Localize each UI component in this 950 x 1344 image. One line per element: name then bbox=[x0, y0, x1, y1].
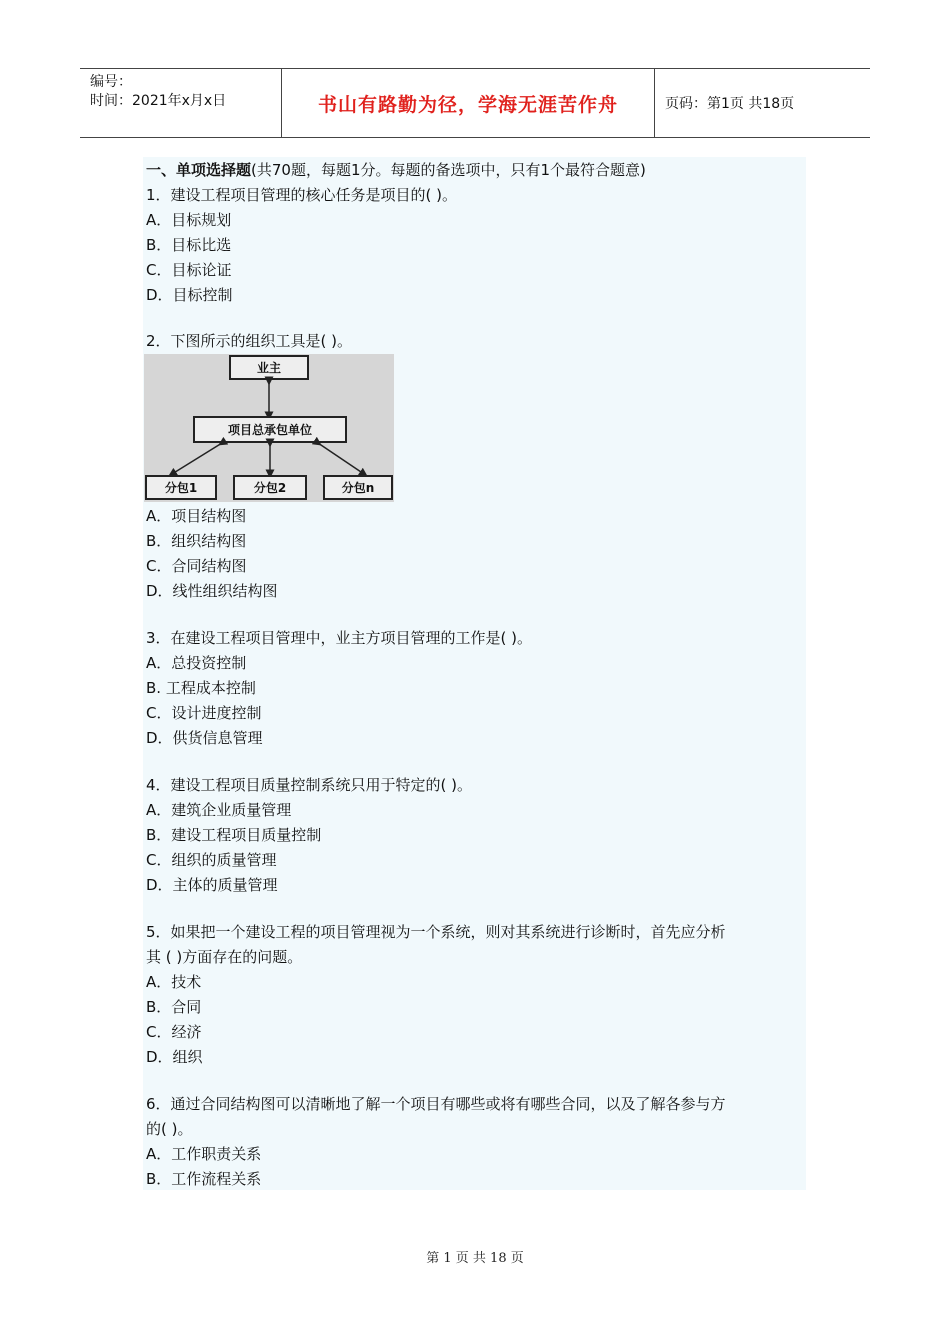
question-5-option-c: C．经济 bbox=[146, 1023, 202, 1041]
diagram-svg bbox=[144, 354, 394, 502]
header-meta bbox=[80, 69, 282, 137]
subn-link bbox=[318, 443, 364, 474]
question-4-option-a: A．建筑企业质量管理 bbox=[146, 801, 292, 819]
question-5-stem: 5．如果把一个建设工程的项目管理视为一个系统，则对其系统进行诊断时，首先应分析 bbox=[146, 923, 726, 941]
question-1-option-a: A．目标规划 bbox=[146, 211, 232, 229]
general-contractor-label: 项目总承包单位 bbox=[227, 423, 313, 437]
question-2-option-b: B．组织结构图 bbox=[146, 532, 247, 550]
owner-label: 业主 bbox=[256, 361, 282, 375]
question-4-option-d: D．主体的质量管理 bbox=[146, 876, 278, 894]
header-page-info: 页码：第1页 共18页 bbox=[665, 96, 795, 112]
sub1-link bbox=[172, 443, 222, 474]
question-3-option-b: B. 工程成本控制 bbox=[146, 679, 256, 697]
question-2-option-d: D．线性组织结构图 bbox=[146, 582, 278, 600]
page-header bbox=[80, 68, 870, 138]
serial-label: 编号： bbox=[90, 74, 132, 90]
question-1-option-b: B．目标比选 bbox=[146, 236, 232, 254]
question-6-option-a: A．工作职责关系 bbox=[146, 1145, 262, 1163]
subn-label: 分包n bbox=[341, 481, 375, 495]
contract-structure-diagram bbox=[144, 354, 394, 502]
question-3-stem: 3．在建设工程项目管理中，业主方项目管理的工作是( )。 bbox=[146, 629, 533, 647]
question-6-stem-continued: 的( )。 bbox=[146, 1120, 193, 1138]
question-2-option-a: A．项目结构图 bbox=[146, 507, 247, 525]
sub2-label: 分包2 bbox=[253, 481, 287, 495]
question-4-option-c: C．组织的质量管理 bbox=[146, 851, 277, 869]
question-1-option-d: D．目标控制 bbox=[146, 286, 233, 304]
question-6-stem: 6．通过合同结构图可以清晰地了解一个项目有哪些或将有哪些合同，以及了解各参与方 bbox=[146, 1095, 726, 1113]
question-1-option-c: C．目标论证 bbox=[146, 261, 232, 279]
section-note: (共70题，每题1分。每题的备选项中，只有1个最符合题意) bbox=[251, 161, 646, 179]
question-3-option-c: C．设计进度控制 bbox=[146, 704, 262, 722]
question-4-option-b: B．建设工程项目质量控制 bbox=[146, 826, 322, 844]
header-motto: 书山有路勤为径，学海无涯苦作舟 bbox=[282, 69, 655, 137]
question-3-option-a: A．总投资控制 bbox=[146, 654, 247, 672]
question-6-option-b: B．工作流程关系 bbox=[146, 1170, 262, 1188]
question-5-option-a: A．技术 bbox=[146, 973, 202, 991]
time-label: 时间：2021年x月x日 bbox=[90, 93, 227, 109]
sub1-label: 分包1 bbox=[164, 481, 198, 495]
question-2-stem: 2．下图所示的组织工具是( )。 bbox=[146, 332, 353, 350]
question-4-stem: 4．建设工程项目质量控制系统只用于特定的( )。 bbox=[146, 776, 473, 794]
question-5-stem-continued: 其 ( )方面存在的问题。 bbox=[146, 948, 303, 966]
question-content bbox=[143, 157, 806, 1190]
question-5-option-d: D．组织 bbox=[146, 1048, 203, 1066]
section-heading bbox=[146, 160, 646, 180]
section-title: 一、单项选择题 bbox=[146, 161, 252, 179]
question-5-option-b: B．合同 bbox=[146, 998, 202, 1016]
page-footer: 第 1 页 共 18 页 bbox=[426, 1251, 524, 1266]
question-3-option-d: D．供货信息管理 bbox=[146, 729, 263, 747]
question-2-option-c: C．合同结构图 bbox=[146, 557, 247, 575]
question-1-stem: 1．建设工程项目管理的核心任务是项目的( )。 bbox=[146, 186, 458, 204]
